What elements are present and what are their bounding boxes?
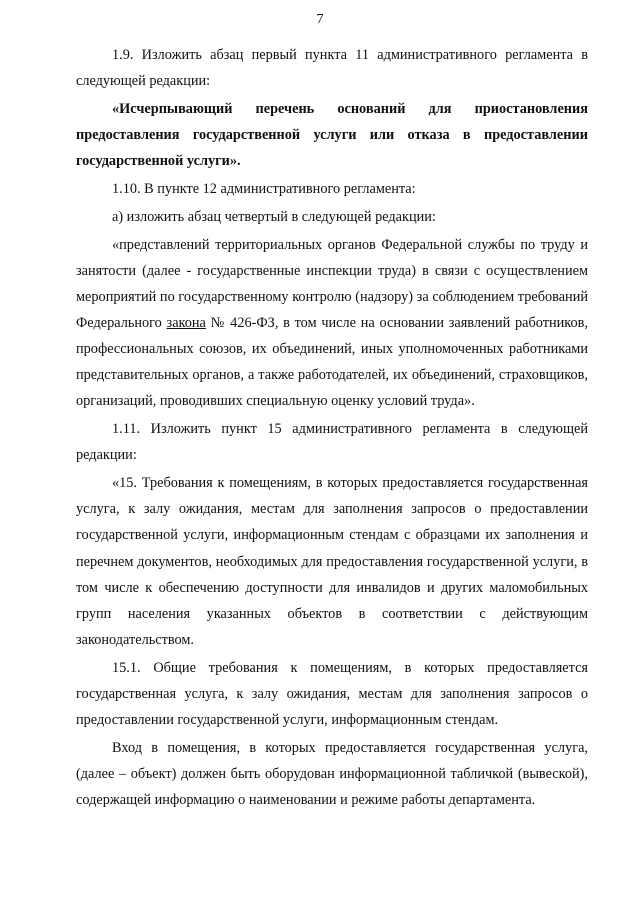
law-link[interactable]: закона	[166, 315, 206, 332]
paragraph-entrance: Вход в помещения, в которых предоставляется государственная услуга, (далее – объект) должен быть оборудован информационной табличкой (вывеской), содержащей информацию о наименовании и режиме работы департамента.	[76, 739, 588, 808]
paragraph-quote-heading: «Исчерпывающий перечень оснований для приостановления предоставления государственной услуги или отказа в предоставлении государственной услуги».	[76, 100, 588, 170]
paragraph-item-15-1: 15.1. Общие требования к помещениям, в которых предоставляется государственная услуга, к залу ожидания, местам для заполнения запросов о предоставлении государственной услуги, информационным стендам.	[76, 659, 588, 728]
page-number: 7	[316, 12, 324, 27]
paragraph-quote-representations	[76, 232, 588, 415]
document-body	[76, 42, 588, 815]
paragraph-text-before-link: «представлений территориальных органов Федеральной службы по труду и занятости (далее - государственные инспекции труда) в связи с осуществлением мероприятий по государственному контролю (надзору) за соблюдением требований Федерального	[76, 236, 588, 332]
paragraph-subitem-a: а) изложить абзац четвертый в следующей редакции:	[112, 208, 436, 225]
paragraph-1-10: 1.10. В пункте 12 административного регламента:	[112, 181, 416, 198]
paragraph-text-after-link: № 426-ФЗ, в том числе на основании заявлений работников, профессиональных союзов, их объединений, иных уполномоченных работниками представительных органов, а также работодателей, их объединений, страховщиков, организаций, проводивших специальную оценку условий труда».	[76, 315, 588, 410]
paragraph-item-15: «15. Требования к помещениям, в которых предоставляется государственная услуга, к залу ожидания, местам для заполнения запросов о предоставлении государственной услуги, информационным стендам с образцами их заполнения и перечнем документов, необходимых для предоставления государственной услуги, в том числе к обеспечению доступности для инвалидов и других маломобильных групп населения указанных объектов в соответствии с действующим законодательством.	[76, 475, 588, 648]
paragraph-1-9: 1.9. Изложить абзац первый пункта 11 административного регламента в следующей редакции:	[76, 47, 588, 90]
paragraph-1-11: 1.11. Изложить пункт 15 административного регламента в следующей редакции:	[76, 421, 588, 464]
